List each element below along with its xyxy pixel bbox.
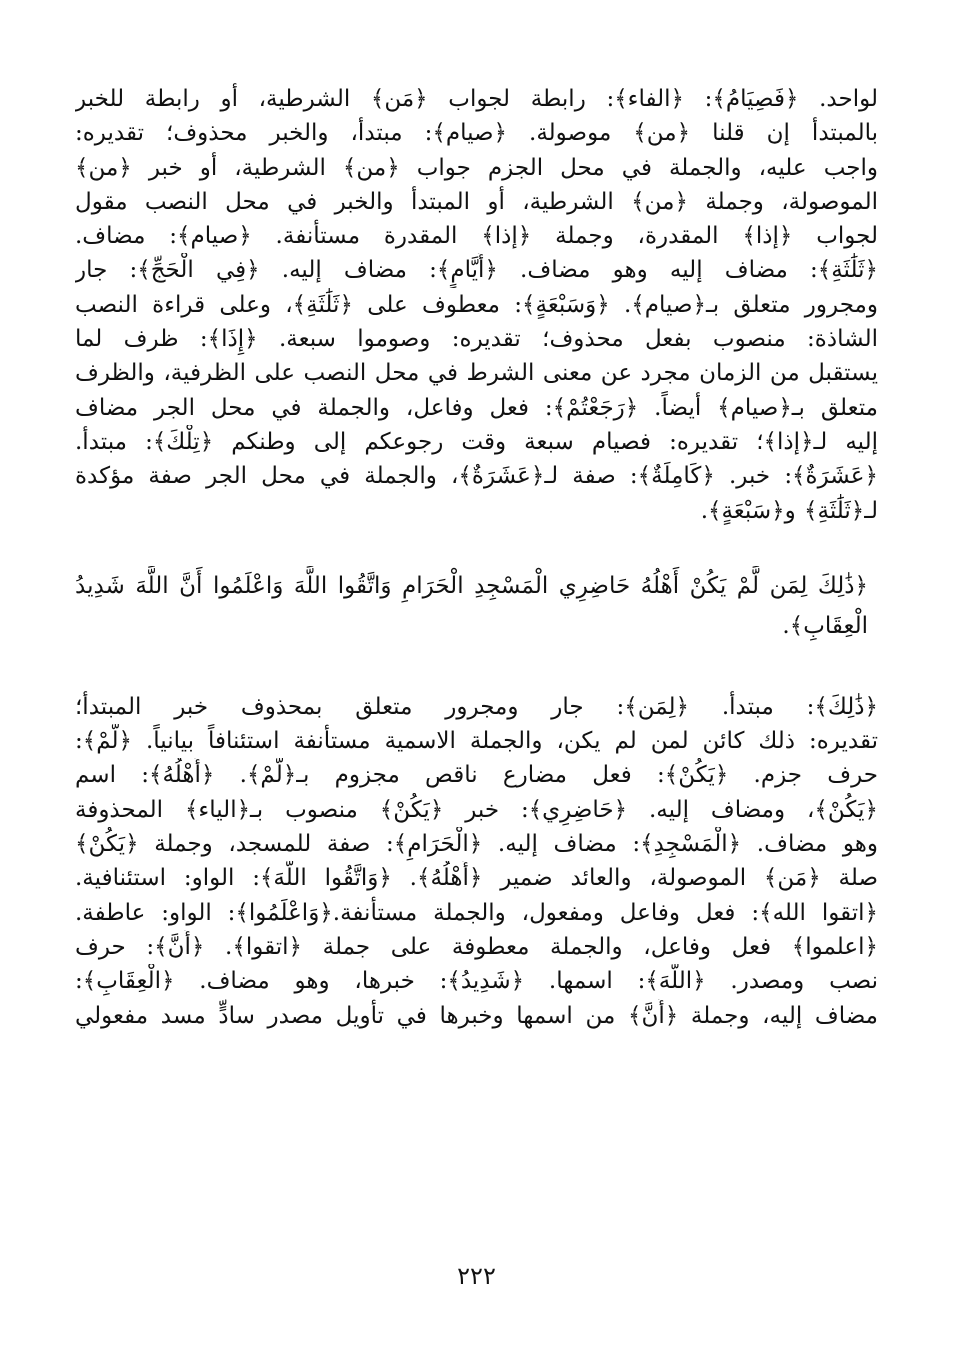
text-line: ﴿يَكُنْ﴾، ومضاف إليه. ﴿حَاضِرِي﴾: خبر ﴿يَكُنْ﴾ منصوب بـ﴿الياء﴾ المحذوفة xyxy=(75,796,878,823)
text-line: بالمبتدأ إن قلنا ﴿من﴾ موصولة. ﴿صيام﴾: مبتدأ، والخبر محذوف؛ تقديره: xyxy=(75,120,878,147)
paragraph-grammar-analysis-2 xyxy=(75,690,878,1033)
text-line: لـ﴿ثَلَٰثَةِ﴾ و﴿سَبْعَةٍ﴾. xyxy=(700,497,878,524)
verse-line: الْعِقَابِ﴾. xyxy=(782,612,868,639)
text-line: ﴿ذَٰلِكَ﴾: مبتدأ. ﴿لِمَن﴾: جار ومجرور متعلق بمحذوف خبر المبتدأ؛ xyxy=(75,693,878,720)
page-number: ٢٢٢ xyxy=(457,1262,496,1290)
text-line: إليه لـ﴿إذا﴾؛ تقديره: فصيام سبعة وقت رجوعكم إلى وطنكم ﴿تِلْكَ﴾: مبتدأ. xyxy=(75,428,878,455)
text-line: واجب عليه، والجملة في محل الجزم جواب ﴿من﴾ الشرطية، أو خبر ﴿من﴾ xyxy=(75,154,878,181)
text-line: لجواب ﴿إذا﴾ المقدرة، وجملة ﴿إذا﴾ المقدرة مستأنفة. ﴿صيام﴾: مضاف. xyxy=(75,223,878,250)
paragraph-grammar-analysis-1 xyxy=(75,82,878,528)
verse-line: ﴿ذَٰلِكَ لِمَن لَّمْ يَكُنْ أَهْلُهُ حَاضِرِي الْمَسْجِدِ الْحَرَامِ وَاتَّقُوا اللَّهَ وَاعْلَمُوا أَنَّ اللَّهَ شَدِيدُ xyxy=(75,572,868,599)
text-line: متعلق بـ﴿صيام﴾ أيضاً. ﴿رَجَعْتُمْ﴾: فعل وفاعل، والجملة في محل الجر مضاف xyxy=(75,394,878,421)
text-line: وهو مضاف. ﴿الْمَسْجِدِ﴾: مضاف إليه. ﴿الْحَرَامِ﴾: صفة للمسجد، وجملة ﴿يَكُنْ﴾ xyxy=(75,831,878,858)
text-line: ومجرور متعلق بـ﴿صيام﴾. ﴿وَسَبْعَةٍ﴾: معطوف على ﴿ثَلَٰثَةِ﴾، وعلى قراءة النصب xyxy=(75,291,878,318)
text-line: ﴿ثَلَٰثَةِ﴾: مضاف إليه وهو مضاف. ﴿أَيَّامٍ﴾: مضاف إليه. ﴿فِي الْحَجِّ﴾: جار xyxy=(75,257,878,284)
text-line: حرف جزم. ﴿يَكُنْ﴾: فعل مضارع ناقص مجزوم بـ﴿لَّمْ﴾. ﴿أَهْلُهُ﴾: اسم xyxy=(75,762,878,789)
paragraph-spacer xyxy=(75,528,878,566)
text-line: صلة ﴿مَن﴾ الموصولة، والعائد ضمير ﴿أَهْلُهُ﴾. ﴿وَاتَّقُوا اللَّهَ﴾: الواو: استئنافية. xyxy=(75,865,878,892)
text-line: نصب ومصدر. ﴿اللَّهَ﴾: اسمها. ﴿شَدِيدُ﴾: خبرها، وهو مضاف. ﴿الْعِقَابِ﴾: xyxy=(75,968,878,995)
text-line: يستقبل من الزمان مجرد عن معنى الشرط في محل النصب على الظرفية، والظرف xyxy=(75,360,878,387)
text-line: الشاذة: منصوب بفعل محذوف؛ تقديره: وصوموا سبعة. ﴿إِذَا﴾: ظرف لما xyxy=(75,326,878,353)
text-line: ﴿عَشَرَةٌ﴾: خبر. ﴿كَامِلَةٌ﴾: صفة لـ﴿عَشَرَةٌ﴾، والجملة في محل الجر صفة مؤكدة xyxy=(75,463,878,490)
text-line: تقديره: ذلك كائن لمن لم يكن، والجملة الاسمية مستأنفة استئنافاً بيانياً. ﴿لَّمْ﴾: xyxy=(75,728,878,755)
text-line: ﴿اتقوا الله﴾: فعل وفاعل ومفعول، والجملة مستأنفة.﴿وَاعْلَمُوا﴾: الواو: عاطفة. xyxy=(75,899,878,926)
quran-verse xyxy=(75,566,878,646)
text-line: الموصولة، وجملة ﴿من﴾ الشرطية، أو المبتدأ والخبر في محل النصب مقول xyxy=(75,188,878,215)
text-line: مضاف إليه، وجملة ﴿أَنَّ﴾ من اسمها وخبرها في تأويل مصدر سادٍّ مسد مفعولي xyxy=(75,1002,878,1029)
paragraph-spacer xyxy=(75,646,878,690)
text-line: لواحد. ﴿فَصِيَامُ﴾: ﴿الفاء﴾: رابطة لجواب ﴿مَن﴾ الشرطية، أو رابطة للخبر xyxy=(75,86,878,112)
book-page xyxy=(75,82,878,1312)
text-line: ﴿اعلموا﴾ فعل وفاعل، والجملة معطوفة على جملة ﴿اتقوا﴾. ﴿أَنَّ﴾: حرف xyxy=(75,933,878,960)
